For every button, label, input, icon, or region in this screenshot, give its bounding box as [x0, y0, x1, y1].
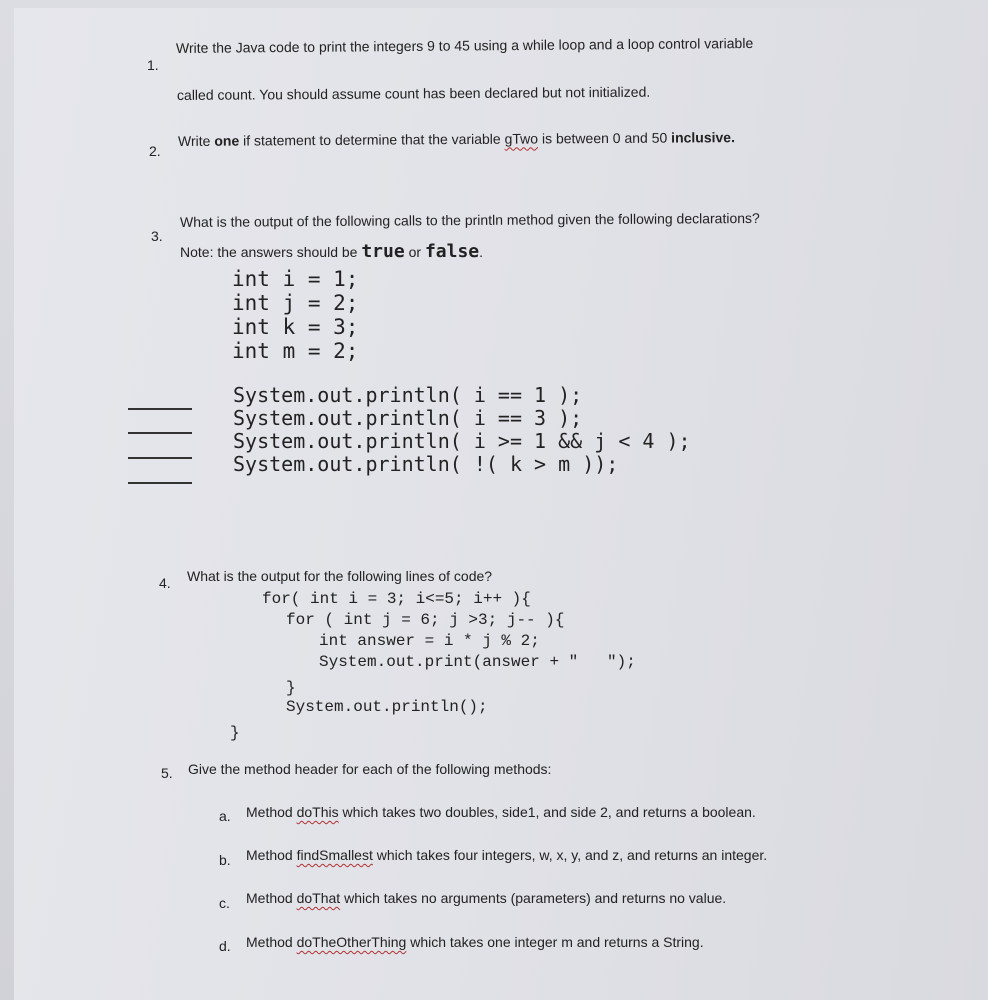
- q2-text: Write one if statement to determine that the variable gTwo is between 0 and 50 inclusive.: [177, 129, 736, 149]
- q2-variable: gTwo: [504, 130, 539, 147]
- declaration-i: int i = 1;: [232, 267, 359, 291]
- code-line-print: System.out.print(answer + " ");: [319, 653, 636, 671]
- q5-item-a: Method doThis which takes two doubles, side1, and side 2, and returns a boolean.: [246, 804, 756, 820]
- q5-item-b: Method findSmallest which takes four integers, w, x, y, and z, and returns an integer.: [246, 847, 768, 863]
- q5-item-d-letter: d.: [219, 938, 231, 954]
- code-line-println: System.out.println();: [286, 698, 488, 716]
- declaration-m: int m = 2;: [232, 339, 359, 363]
- println-call-4: System.out.println( !( k > m ));: [233, 452, 619, 476]
- declaration-j: int j = 2;: [232, 291, 359, 315]
- q2-number: 2.: [149, 143, 161, 159]
- q5-item-a-letter: a.: [219, 808, 231, 824]
- declaration-k: int k = 3;: [232, 315, 359, 339]
- q5-item-c: Method doThat which takes no arguments (parameters) and returns no value.: [246, 890, 727, 906]
- q1-text-line1: Write the Java code to print the integers 9 to 45 using a while loop and a loop control variable: [175, 34, 754, 56]
- q5-item-d: Method doTheOtherThing which takes one integer m and returns a String.: [246, 934, 704, 950]
- code-line-outer-close: }: [230, 724, 240, 742]
- code-line-inner-close: }: [286, 679, 296, 697]
- code-line-inner-for: for ( int j = 6; j >3; j-- ){: [286, 611, 565, 629]
- code-line-answer: int answer = i * j % 2;: [319, 632, 540, 650]
- q5-number: 5.: [161, 765, 173, 781]
- q5-item-c-letter: c.: [219, 895, 230, 911]
- answer-blank-4[interactable]: [128, 482, 192, 484]
- println-call-3: System.out.println( i >= 1 && j < 4 );: [233, 429, 691, 453]
- q3-number: 3.: [151, 228, 163, 244]
- answer-blank-3[interactable]: [128, 457, 192, 459]
- q1-number: 1.: [147, 57, 159, 73]
- q3-note: Note: the answers should be true or false.: [180, 241, 484, 262]
- println-call-1: System.out.println( i == 1 );: [233, 383, 583, 407]
- q5-item-b-letter: b.: [219, 852, 231, 868]
- code-line-outer-for: for( int i = 3; i<=5; i++ ){: [262, 590, 531, 608]
- answer-blank-1[interactable]: [128, 408, 192, 410]
- q4-question: What is the output for the following lines of code?: [187, 568, 493, 584]
- q3-text-line1: What is the output of the following calls to the println method given the following declarations?: [179, 209, 760, 230]
- q4-number: 4.: [159, 575, 171, 591]
- answer-blank-2[interactable]: [128, 432, 192, 434]
- println-call-2: System.out.println( i == 3 );: [233, 406, 583, 430]
- q5-question: Give the method header for each of the following methods:: [188, 761, 552, 777]
- q1-text-line2: called count. You should assume count has been declared but not initialized.: [176, 83, 651, 103]
